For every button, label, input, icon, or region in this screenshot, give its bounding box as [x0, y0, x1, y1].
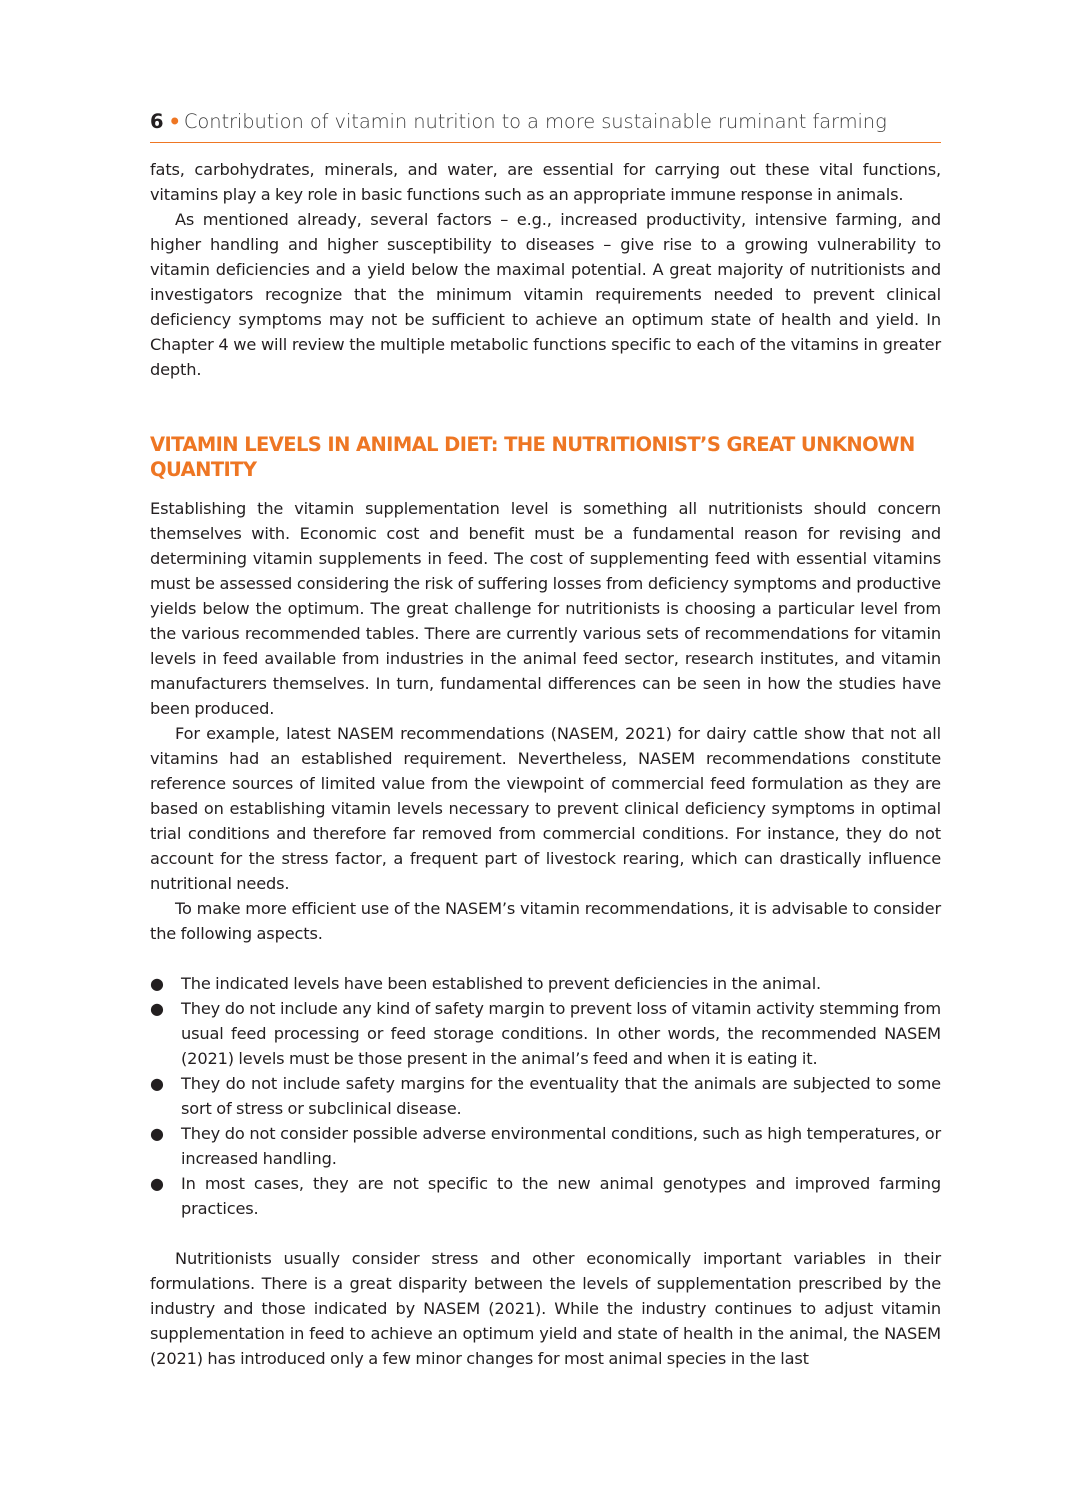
bullet-icon: ●	[150, 974, 164, 993]
bullet-icon: ●	[150, 1174, 164, 1193]
list-item: ● In most cases, they are not specific to the new animal genotypes and improved farming practices.	[150, 1171, 941, 1221]
section-paragraph-nasem-example: For example, latest NASEM recommendations (NASEM, 2021) for dairy cattle show that not all vitamins had an established requirement. Nevertheless, NASEM recommendations constitute reference sources of limited value from the viewpoint of commercial feed formulation as they are based on establishing vitamin levels necessary to prevent clinical deficiency symptoms in optimal trial conditions and therefore far removed from commercial conditions. For instance, they do not account for the stress factor, a frequent part of livestock rearing, which can drastically influence nutritional needs.	[150, 724, 941, 893]
running-header	[150, 108, 941, 136]
intro-paragraph-factors: As mentioned already, several factors – e.g., increased productivity, intensive farming, and higher handling and higher susceptibility to diseases – give rise to a growing vulnerability to vitamin deficiencies and a yield below the maximal potential. A great majority of nutritionists and investigators recognize that the minimum vitamin requirements needed to prevent clinical deficiency symptoms may not be sufficient to achieve an optimum state of health and yield. In Chapter 4 we will review the multiple metabolic functions specific to each of the vitamins in greater depth.	[150, 210, 941, 379]
section-paragraph-aspects-intro: To make more efficient use of the NASEM’s vitamin recommendations, it is advisable to consider the following aspects.	[150, 899, 941, 943]
bullet-icon: ●	[150, 999, 164, 1018]
page-number: 6	[150, 110, 164, 133]
bullet-icon: ●	[150, 1074, 164, 1093]
intro-paragraph-continued: fats, carbohydrates, minerals, and water, are essential for carrying out these vital functions, vitamins play a key role in basic functions such as an appropriate immune response in animals.	[150, 160, 941, 204]
section-heading: VITAMIN LEVELS IN ANIMAL DIET: THE NUTRITIONIST’S GREAT UNKNOWN QUANTITY	[150, 433, 915, 481]
list-item: ● They do not include safety margins for the eventuality that the animals are subjected to some sort of stress or subclinical disease.	[150, 1071, 941, 1121]
list-item: ● They do not consider possible adverse environmental conditions, such as high temperatures, or increased handling.	[150, 1121, 941, 1171]
section-paragraph-supplementation-level: Establishing the vitamin supplementation level is something all nutritionists should concern themselves with. Economic cost and benefit must be a fundamental reason for revising and determining vitamin supplements in feed. The cost of supplementing feed with essential vitamins must be assessed considering the risk of suffering losses from deficiency symptoms and productive yields below the optimum. The great challenge for nutritionists is choosing a particular level from the various recommended tables. There are currently various sets of recommendations for vitamin levels in feed available from industries in the animal feed sector, research institutes, and vitamin manufacturers themselves. In turn, fundamental differences can be seen in how the studies have been produced.	[150, 499, 941, 718]
header-rule	[150, 142, 941, 143]
header-separator-bullet: •	[168, 110, 181, 133]
list-item: ● They do not include any kind of safety margin to prevent loss of vitamin activity stemming from usual feed processing or feed storage conditions. In other words, the recommended NASEM (2021) levels must be those present in the animal’s feed and when it is eating it.	[150, 996, 941, 1071]
list-item: ● The indicated levels have been established to prevent deficiencies in the animal.	[150, 971, 941, 996]
bullet-icon: ●	[150, 1124, 164, 1143]
closing-paragraph: Nutritionists usually consider stress and other economically important variables in their formulations. There is a great disparity between the levels of supplementation prescribed by the industry and those indicated by NASEM (2021). While the industry continues to adjust vitamin supplementation in feed to achieve an optimum yield and state of health in the animal, the NASEM (2021) has introduced only a few minor changes for most animal species in the last	[150, 1249, 941, 1368]
document-page	[150, 108, 941, 1371]
running-title: Contribution of vitamin nutrition to a more sustainable ruminant farming	[183, 110, 887, 133]
aspects-bullet-list	[150, 971, 941, 1221]
